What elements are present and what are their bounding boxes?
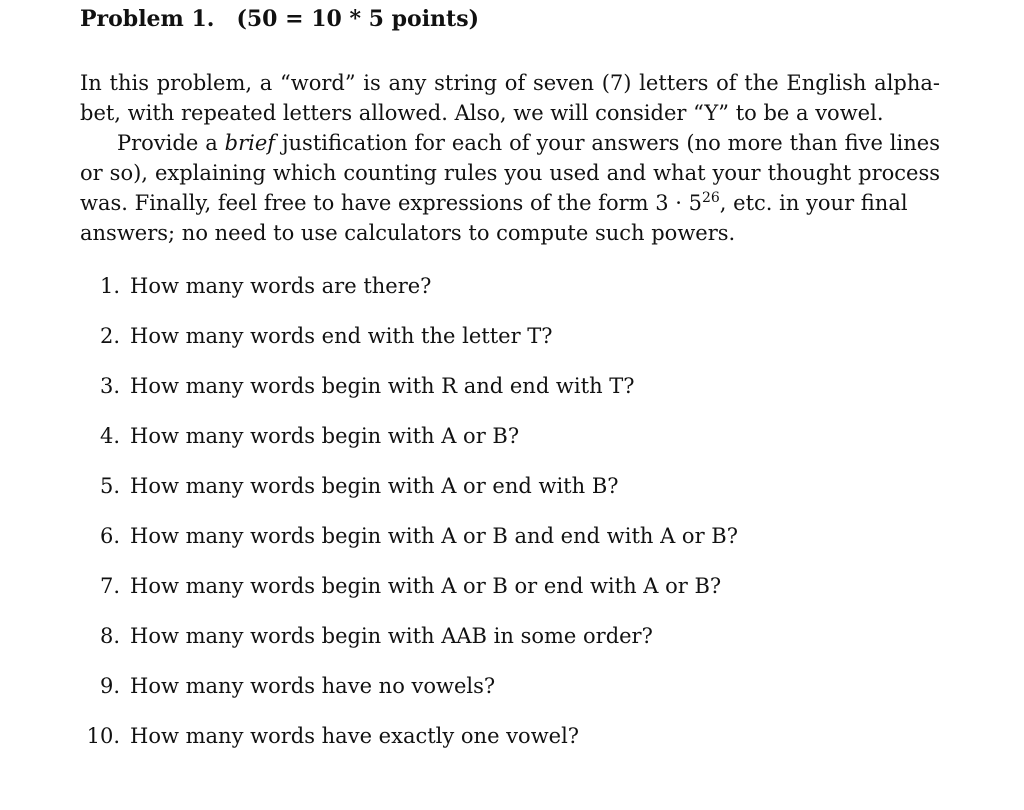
intro-line-5-start: was. Finally, feel free to have expressions of the form 3 · 5: [80, 191, 702, 215]
intro-line-5: [80, 190, 940, 216]
question-item: [0, 723, 900, 749]
question-number: 7.: [99, 574, 120, 598]
problem-label: Problem 1.: [80, 6, 215, 32]
exponent: 26: [701, 190, 720, 206]
question-number: 4.: [99, 424, 120, 448]
question-text: How many words begin with R and end with T?: [130, 374, 635, 398]
question-number: 8.: [99, 624, 120, 648]
question-item: [0, 323, 900, 349]
question-number: 2.: [99, 324, 120, 348]
intro-line-4: or so), explaining which counting rules you used and what your thought process: [80, 161, 940, 185]
intro-line-5-end: , etc. in your final: [719, 191, 908, 215]
question-text: How many words have exactly one vowel?: [130, 724, 580, 748]
question-text: How many words begin with A or B?: [130, 424, 520, 448]
question-text: How many words end with the letter T?: [130, 324, 553, 348]
question-number: 5.: [99, 474, 120, 498]
points-label: (50 = 10 * 5 points): [236, 6, 480, 32]
question-number: 10.: [86, 724, 120, 748]
question-item: [0, 573, 900, 599]
question-text: How many words begin with A or B and end with A or B?: [130, 524, 738, 548]
question-item: [0, 273, 900, 299]
question-item: [0, 473, 900, 499]
question-text: How many words begin with A or B or end with A or B?: [130, 574, 722, 598]
question-number: 6.: [99, 524, 120, 548]
problem-heading: [80, 6, 479, 32]
intro-line-3-start: Provide a: [117, 131, 218, 155]
question-number: 3.: [99, 374, 120, 398]
question-text: How many words have no vowels?: [130, 674, 496, 698]
question-text: How many words begin with AAB in some order?: [130, 624, 653, 648]
question-item: [0, 673, 900, 699]
intro-line-3-end: justification for each of your answers (no more than five lines: [282, 131, 940, 155]
question-text: How many words are there?: [130, 274, 432, 298]
question-item: [0, 523, 900, 549]
question-number: 1.: [99, 274, 120, 298]
question-number: 9.: [99, 674, 120, 698]
intro-line-1: In this problem, a “word” is any string of seven (7) letters of the English alpha-: [80, 71, 940, 95]
intro-line-2: bet, with repeated letters allowed. Also, we will consider “Y” to be a vowel.: [80, 101, 884, 125]
emphasis-brief: brief: [224, 131, 276, 155]
intro-line-3: [117, 130, 940, 156]
question-item: [0, 423, 900, 449]
intro-line-6: answers; no need to use calculators to compute such powers.: [80, 221, 736, 245]
question-text: How many words begin with A or end with B?: [130, 474, 619, 498]
question-item: [0, 623, 900, 649]
question-item: [0, 373, 900, 399]
